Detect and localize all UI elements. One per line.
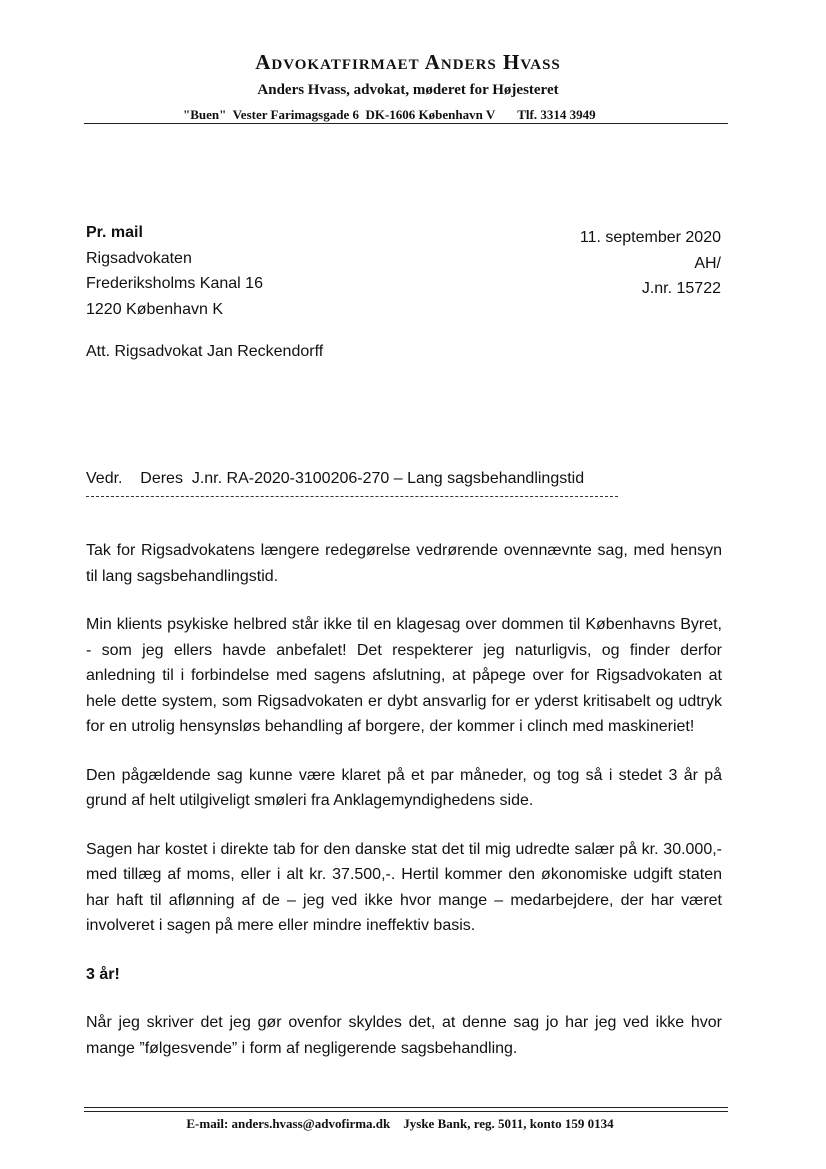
firm-name: Advokatfirmaet Anders Hvass <box>255 50 561 74</box>
body-paragraph: Min klients psykiske helbred står ikke til en klagesag over dommen til Københavns Byret, - som jeg ellers havde anbefalet! Det respekterer jeg naturligvis, og finder derfor anledning til i forbindelse med sagens afslutning, at påpege over for Rigsadvokaten at hele dette system, som Rigsadvokaten er dybt ansvarlig for er yderst kritisabelt og udtryk for en utrolig hensynsløs behandling af borgere, der kommer i clinch med maskineriet! <box>86 616 722 735</box>
header-rule <box>84 123 728 124</box>
body-paragraph: Sagen har kostet i direkte tab for den danske stat det til mig udredte salær på kr. 30.000,- med tillæg af moms, eller i alt kr. 37.500,-. Hertil kommer den økonomiske udgift staten har haft til aflønning af de – jeg ved ikke hvor mange – medarbejdere, der har været involveret i sagen på mere eller mindre ineffektiv basis. <box>86 840 722 934</box>
body-paragraph: Når jeg skriver det jeg gør ovenfor skyldes det, at denne sag jo har jeg ved ikke hvor mange ”følgesvende” i form af negligerende sagsbehandling. <box>86 1014 722 1057</box>
letter-date: 11. september 2020 <box>579 229 721 246</box>
letter-body <box>86 538 722 1084</box>
attention-line: Att. Rigsadvokat Jan Reckendorff <box>86 343 324 360</box>
recipient-name: Rigsadvokaten <box>86 249 192 267</box>
subject-underline <box>86 496 618 497</box>
firm-address: "Buen" Vester Farimagsgade 6 DK-1606 København V <box>183 107 496 122</box>
footer-rule <box>84 1107 728 1108</box>
recipient-block <box>86 220 263 322</box>
firm-address-line <box>183 107 596 123</box>
body-paragraph: Den pågældende sag kunne være klaret på et par måneder, og tog så i stedet 3 år på grund af helt utilgiveligt smøleri fra Anklagemyndighedens side. <box>86 766 722 809</box>
firm-phone: Tlf. 3314 3949 <box>517 107 596 122</box>
recipient-city: 1220 København K <box>86 300 223 318</box>
recipient-street: Frederiksholms Kanal 16 <box>86 275 263 292</box>
letter-jnr: J.nr. 15722 <box>641 280 721 297</box>
subject-line: Vedr. Deres J.nr. RA-2020-3100206-270 – Lang sagsbehandlingstid <box>86 470 585 487</box>
body-emphasis: 3 år! <box>86 965 120 983</box>
footer-rule <box>84 1111 728 1112</box>
letter-meta <box>580 225 721 302</box>
footer-bank: Jyske Bank, reg. 5011, konto 159 0134 <box>403 1116 614 1131</box>
firm-subtitle: Anders Hvass, advokat, møderet for Højesteret <box>257 82 559 98</box>
letter-initials: AH/ <box>694 254 721 272</box>
body-paragraph: Tak for Rigsadvokatens længere redegørelse vedrørende ovennævnte sag, med hensyn til lang sagsbehandlingstid. <box>86 542 722 585</box>
footer-email: E-mail: anders.hvass@advofirma.dk <box>186 1116 391 1131</box>
delivery-method: Pr. mail <box>86 224 143 241</box>
footer-line <box>0 1116 800 1132</box>
